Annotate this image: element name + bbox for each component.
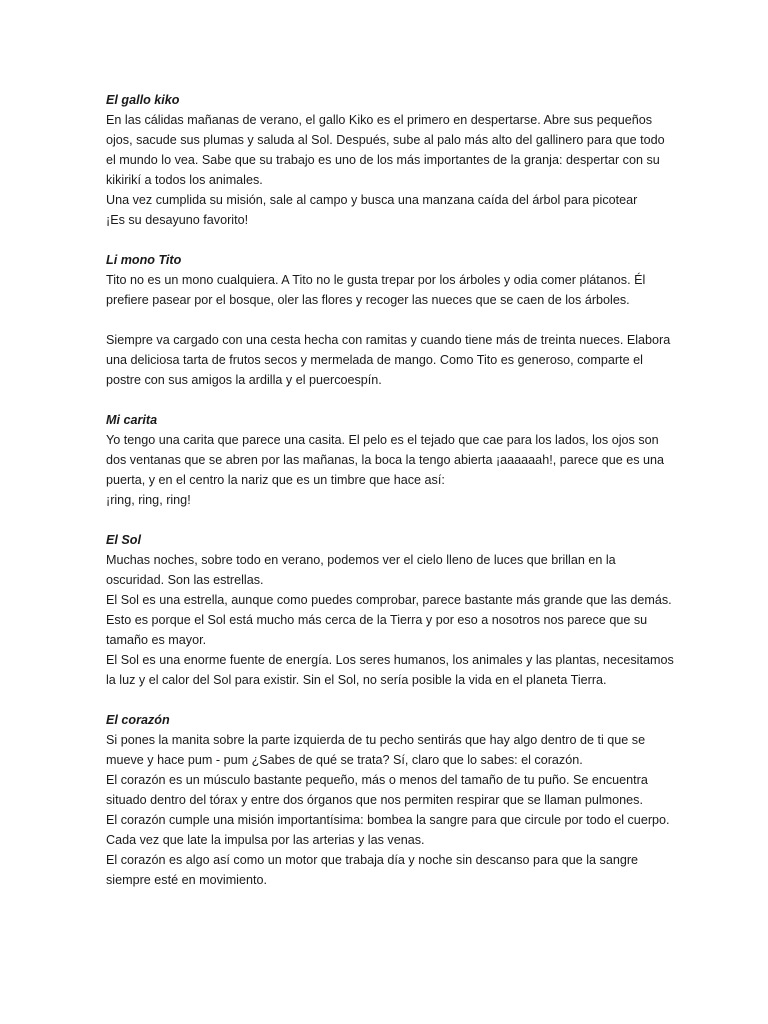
story-el-corazon — [106, 710, 676, 890]
story-paragraph: El corazón es un músculo bastante pequeño, más o menos del tamaño de tu puño. Se encuentra situado dentro del tórax y entre dos órganos que nos permiten respirar que se llaman pulmones. — [106, 773, 648, 807]
story-el-gallo-kiko — [106, 90, 676, 230]
story-title: Li mono Tito — [106, 253, 182, 267]
story-paragraph: En las cálidas mañanas de verano, el gallo Kiko es el primero en despertarse. Abre sus pequeños ojos, sacude sus plumas y saluda al Sol. Después, sube al palo más alto del gallinero para que todo el mundo lo vea. Sabe que su trabajo es uno de los más importantes de la granja: despertar con su kikirikí a todos los animales. — [106, 113, 665, 187]
story-paragraph: Una vez cumplida su misión, sale al campo y busca una manzana caída del árbol para picotear — [106, 193, 638, 207]
story-paragraph: Si pones la manita sobre la parte izquierda de tu pecho sentirás que hay algo dentro de ti que se mueve y hace pum - pum ¿Sabes de qué se trata? Sí, claro que lo sabes: el corazón. — [106, 733, 646, 767]
story-paragraph: El corazón es algo así como un motor que trabaja día y noche sin descanso para que la sangre siempre esté en movimiento. — [106, 853, 639, 887]
story-paragraph: El corazón cumple una misión importantísima: bombea la sangre para que circule por todo el cuerpo. Cada vez que late la impulsa por las arterias y las venas. — [106, 813, 670, 847]
story-paragraph: El Sol es una estrella, aunque como puedes comprobar, parece bastante más grande que las demás. Esto es porque el Sol está mucho más cerca de la Tierra y por eso a nosotros nos parece que su tamaño es mayor. — [106, 593, 672, 647]
story-paragraph: Muchas noches, sobre todo en verano, podemos ver el cielo lleno de luces que brillan en la oscuridad. Son las estrellas. — [106, 553, 616, 587]
story-title: El Sol — [106, 533, 141, 547]
story-paragraph: ¡ring, ring, ring! — [106, 493, 191, 507]
story-paragraph: Tito no es un mono cualquiera. A Tito no le gusta trepar por los árboles y odia comer plátanos. Él prefiere pasear por el bosque, oler las flores y recoger las nueces que se caen de los árboles. — [106, 273, 646, 307]
story-paragraph: Siempre va cargado con una cesta hecha con ramitas y cuando tiene más de treinta nueces. Elabora una deliciosa tarta de frutos secos y mermelada de mango. Como Tito es generoso, comparte el postre con sus amigos la ardilla y el puercoespín. — [106, 333, 671, 387]
story-paragraph: El Sol es una enorme fuente de energía. Los seres humanos, los animales y las plantas, necesitamos la luz y el calor del Sol para existir. Sin el Sol, no sería posible la vida en el planeta Tierra. — [106, 653, 674, 687]
story-title: El gallo kiko — [106, 93, 180, 107]
story-paragraph: ¡Es su desayuno favorito! — [106, 213, 249, 227]
story-mi-carita — [106, 410, 676, 510]
story-el-sol — [106, 530, 676, 690]
story-title: El corazón — [106, 713, 170, 727]
story-li-mono-tito — [106, 250, 676, 390]
story-title: Mi carita — [106, 413, 158, 427]
document-body — [106, 90, 676, 910]
story-paragraph: Yo tengo una carita que parece una casita. El pelo es el tejado que cae para los lados, los ojos son dos ventanas que se abren por las mañanas, la boca la tengo abierta ¡aaaaaah!, parece que es una puerta, y en el centro la nariz que es un timbre que hace así: — [106, 433, 665, 487]
